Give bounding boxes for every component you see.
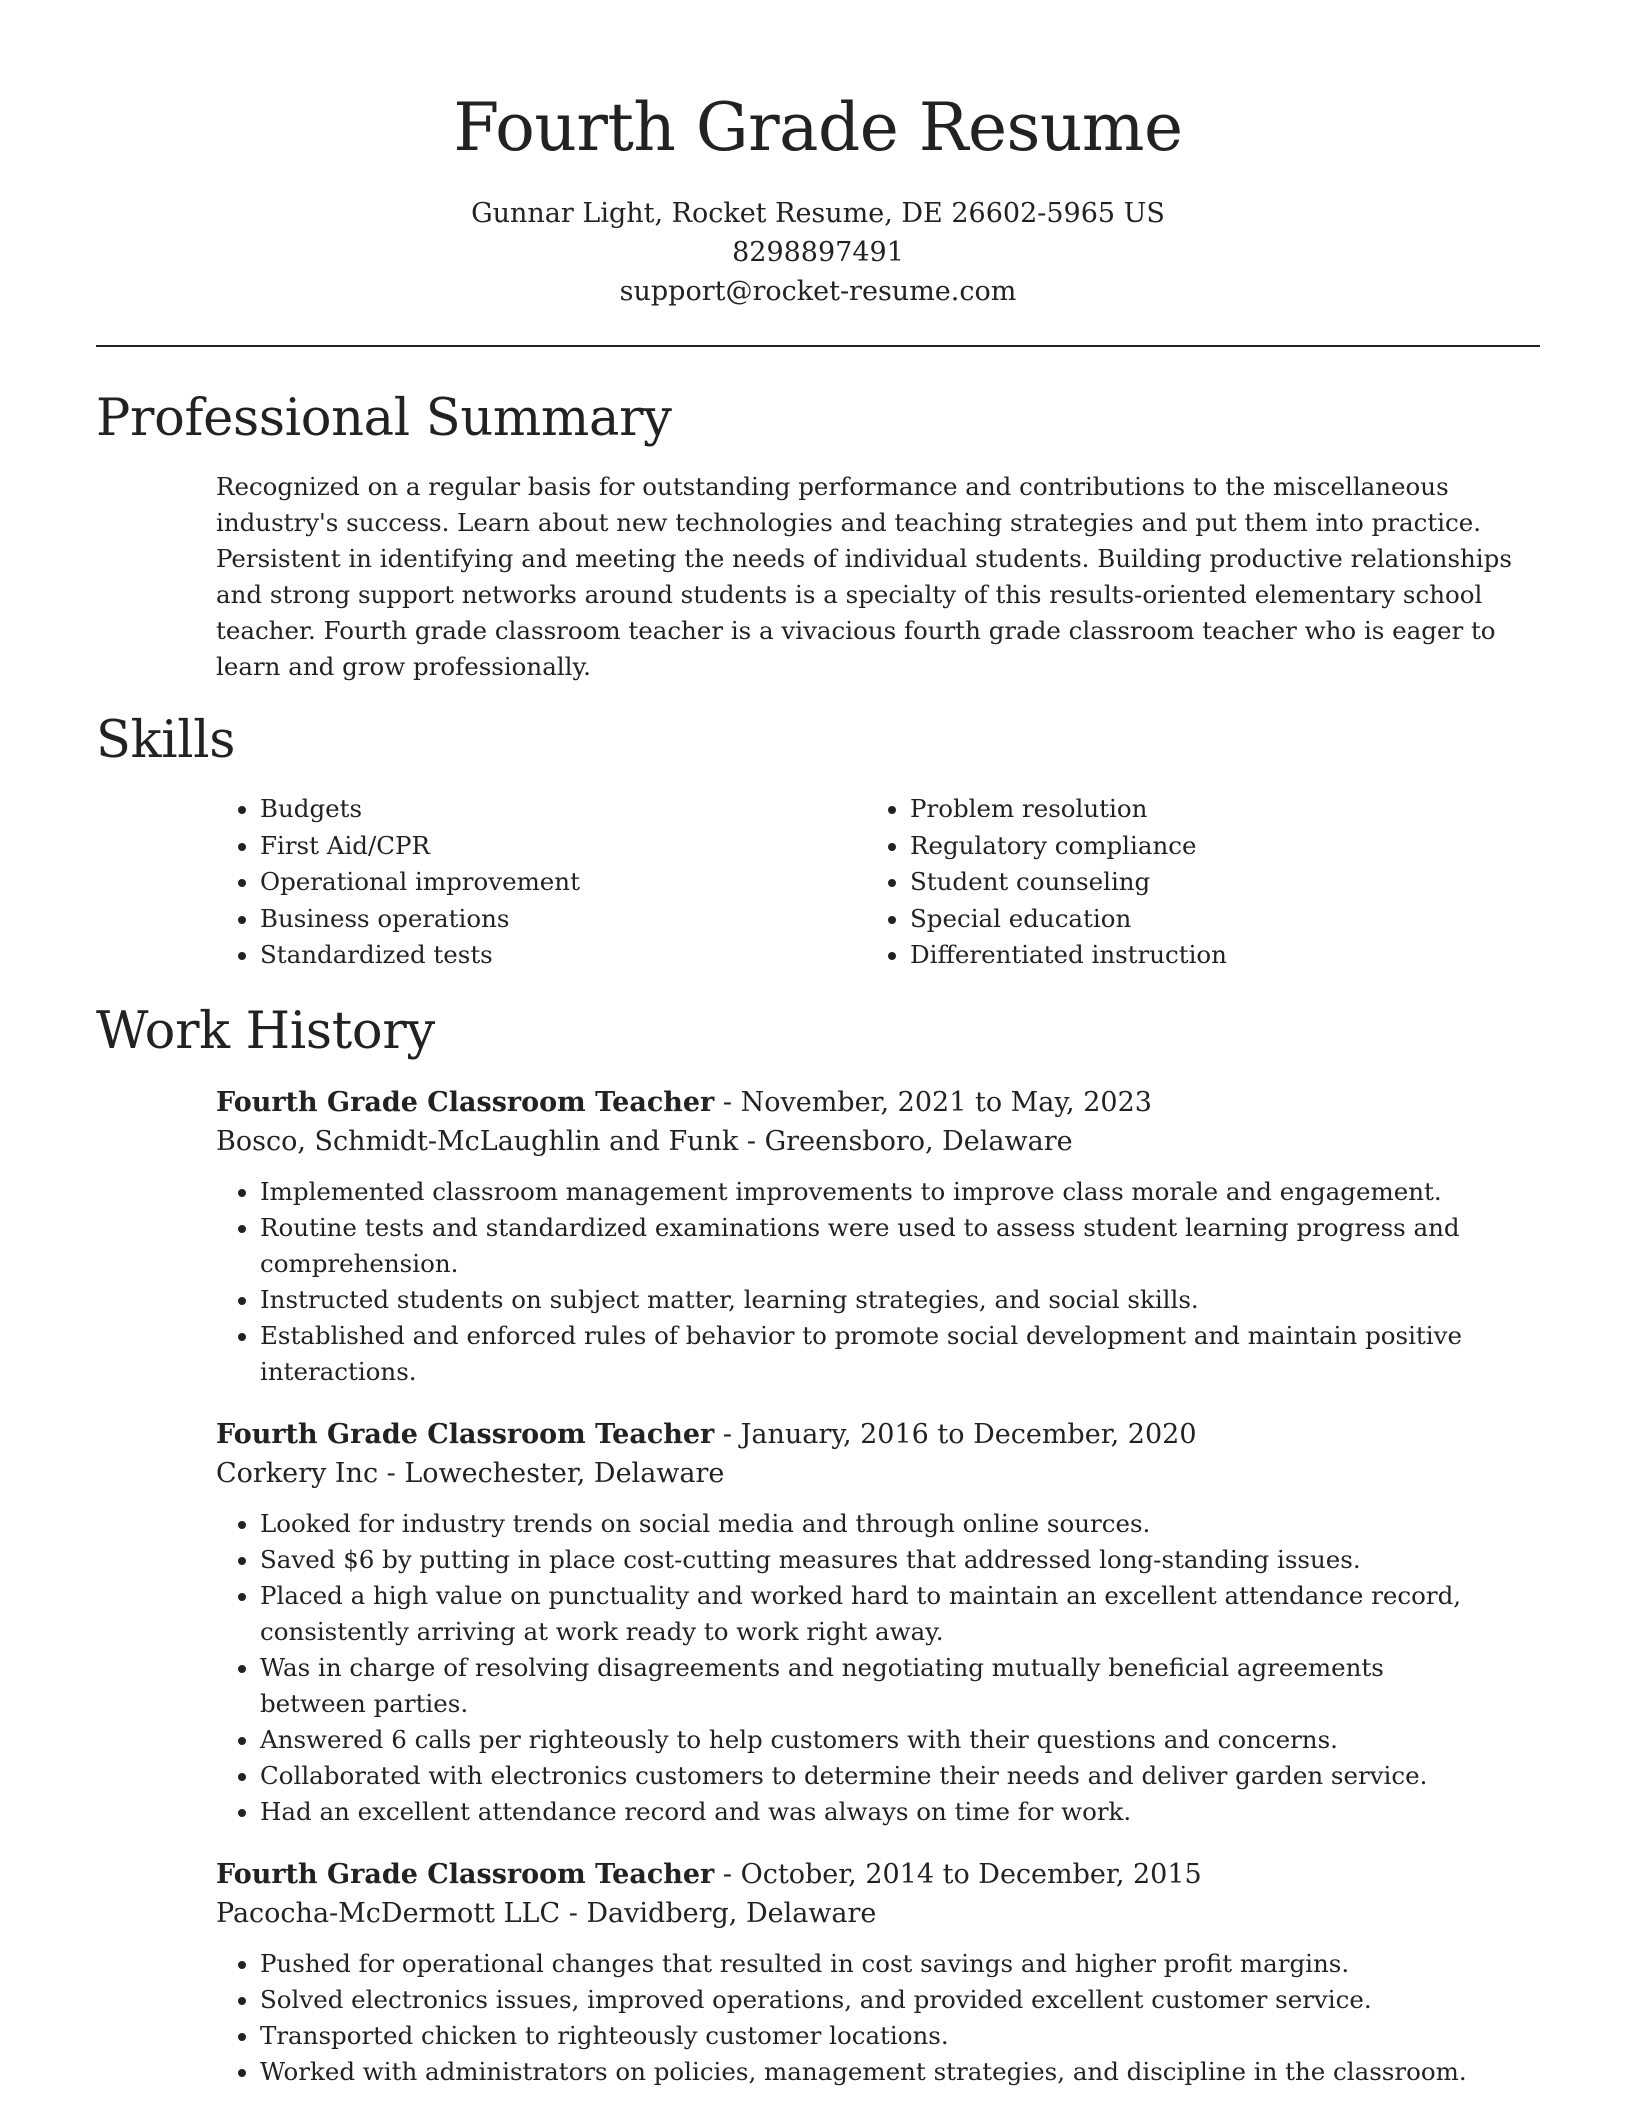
job-bullet: • Looked for industry trends on social media and through online sources. xyxy=(260,1506,1470,1542)
job-bullet: • Placed a high value on punctuality and worked hard to maintain an excellent attendance record, consistently arriving at work ready to work right away. xyxy=(260,1578,1470,1650)
resume-title: Fourth Grade Resume xyxy=(453,89,1183,166)
contact-block xyxy=(96,194,1540,311)
skills-column-left xyxy=(216,791,866,974)
job-dates: - January, 2016 to December, 2020 xyxy=(714,1418,1197,1450)
skills-list xyxy=(216,791,1540,974)
job-dates: - November, 2021 to May, 2023 xyxy=(714,1086,1152,1118)
job-bullet: • Routine tests and standardized examinations were used to assess student learning progress and comprehension. xyxy=(260,1210,1470,1282)
contact-phone: 8298897491 xyxy=(732,237,904,268)
job-bullet: • Established and enforced rules of behavior to promote social development and maintain positive interactions. xyxy=(260,1318,1470,1390)
job-title-line xyxy=(216,1416,1540,1454)
job-entry xyxy=(216,1856,1540,2090)
contact-email: support@rocket-resume.com xyxy=(619,276,1017,307)
skills-column-right xyxy=(866,791,1227,974)
job-company-line xyxy=(216,1122,1540,1162)
job-company: Bosco, Schmidt-McLaughlin and Funk xyxy=(216,1125,739,1157)
job-title-line xyxy=(216,1084,1540,1122)
job-dates: - October, 2014 to December, 2015 xyxy=(714,1858,1202,1890)
job-bullet: • Solved electronics issues, improved operations, and provided excellent customer service. xyxy=(260,1982,1470,2018)
job-bullets xyxy=(216,1506,1470,1830)
job-company: Pacocha-McDermott LLC xyxy=(216,1897,561,1929)
skill-item: • Operational improvement xyxy=(260,864,866,901)
job-location: - Davidberg, Delaware xyxy=(560,1897,877,1929)
job-title-line xyxy=(216,1856,1540,1894)
job-title: Fourth Grade Classroom Teacher xyxy=(216,1086,715,1118)
skill-item: • Differentiated instruction xyxy=(910,937,1227,974)
job-company-line xyxy=(216,1894,1540,1934)
job-bullet: • Pushed for operational changes that resulted in cost savings and higher profit margins. xyxy=(260,1946,1470,1982)
job-company-line xyxy=(216,1454,1540,1494)
job-entry xyxy=(216,1416,1540,1830)
skill-item: • Regulatory compliance xyxy=(910,828,1227,865)
skill-item: • Budgets xyxy=(260,791,866,828)
summary-heading: Professional Summary xyxy=(96,389,672,448)
job-bullet: • Saved $6 by putting in place cost-cutting measures that addressed long-standing issues. xyxy=(260,1542,1470,1578)
summary-text: Recognized on a regular basis for outstanding performance and contributions to the miscellaneous industry's success. Learn about new technologies and teaching strategies and put them into practice. Persistent in identifying and meeting the needs of individual students. Building productive relationships and strong support networks around students is a specialty of this results-oriented elementary school teacher. Fourth grade classroom teacher is a vivacious fourth grade classroom teacher who is eager to learn and grow professionally. xyxy=(216,472,1512,681)
job-title: Fourth Grade Classroom Teacher xyxy=(216,1418,715,1450)
contact-address: Gunnar Light, Rocket Resume, DE 26602-5965 US xyxy=(471,198,1165,229)
header-divider xyxy=(96,345,1540,347)
job-location: - Lowechester, Delaware xyxy=(378,1457,725,1489)
skill-item: • Student counseling xyxy=(910,864,1227,901)
skill-item: • Problem resolution xyxy=(910,791,1227,828)
job-bullet: • Had an excellent attendance record and was always on time for work. xyxy=(260,1794,1470,1830)
job-bullet: • Worked with administrators on policies, management strategies, and discipline in the classroom. xyxy=(260,2054,1470,2090)
job-company: Corkery Inc xyxy=(216,1457,379,1489)
skill-item: • Standardized tests xyxy=(260,937,866,974)
job-title: Fourth Grade Classroom Teacher xyxy=(216,1858,715,1890)
skill-item: • First Aid/CPR xyxy=(260,828,866,865)
job-bullet: • Instructed students on subject matter, learning strategies, and social skills. xyxy=(260,1282,1470,1318)
resume-page xyxy=(96,0,1540,2090)
job-entry xyxy=(216,1084,1540,1390)
skill-item: • Business operations xyxy=(260,901,866,938)
skills-heading: Skills xyxy=(96,711,236,770)
job-location: - Greensboro, Delaware xyxy=(738,1125,1073,1157)
work-history-heading: Work History xyxy=(96,1001,435,1061)
job-bullets xyxy=(216,1946,1470,2090)
job-bullets xyxy=(216,1174,1470,1390)
job-bullet: • Transported chicken to righteously customer locations. xyxy=(260,2018,1470,2054)
job-bullet: • Answered 6 calls per righteously to help customers with their questions and concerns. xyxy=(260,1722,1470,1758)
job-bullet: • Implemented classroom management improvements to improve class morale and engagement. xyxy=(260,1174,1470,1210)
skill-item: • Special education xyxy=(910,901,1227,938)
job-bullet: • Collaborated with electronics customers to determine their needs and deliver garden service. xyxy=(260,1758,1470,1794)
job-bullet: • Was in charge of resolving disagreements and negotiating mutually beneficial agreements between parties. xyxy=(260,1650,1470,1722)
